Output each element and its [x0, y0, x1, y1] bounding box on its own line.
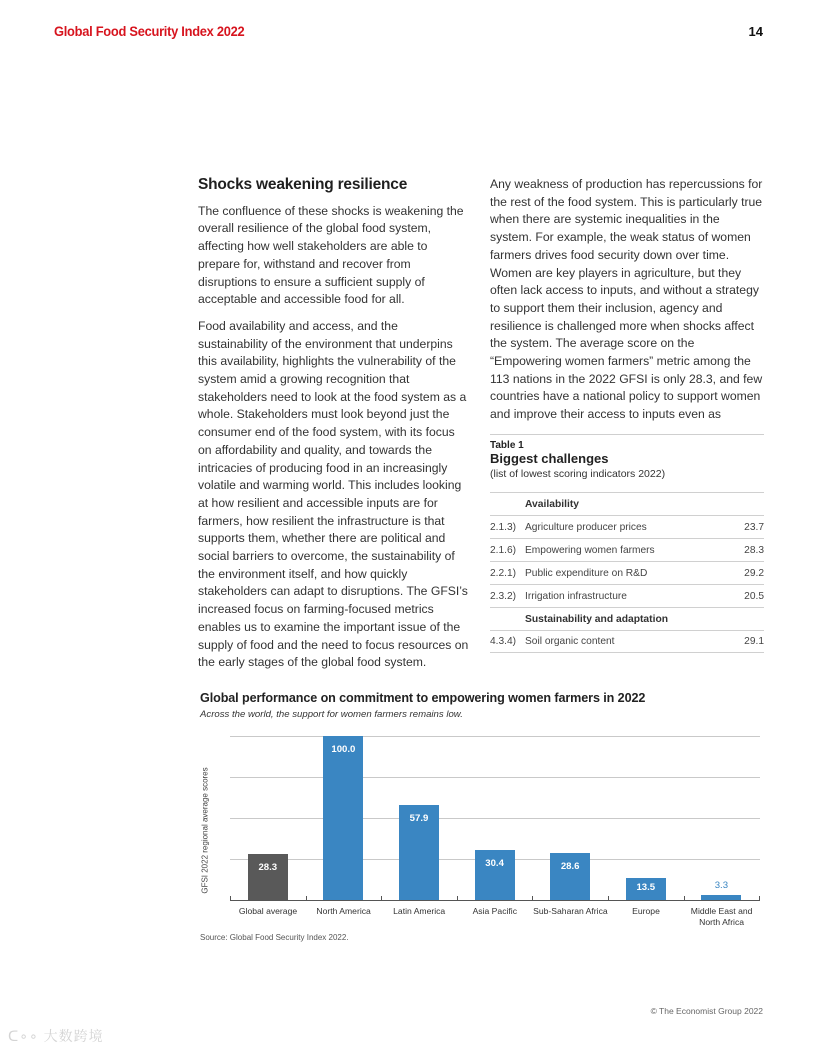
- table-label: Table 1: [490, 440, 524, 451]
- indicator-name: Soil organic content: [525, 636, 615, 647]
- x-axis-line: [230, 900, 760, 901]
- x-axis-category-label: Sub-Saharan Africa: [533, 906, 608, 916]
- indicator-code: 2.3.2): [490, 590, 517, 602]
- indicator-code: 2.2.1): [490, 567, 517, 579]
- y-axis-label: GFSI 2022 regional average scores: [200, 767, 210, 894]
- left-text-column: [198, 176, 470, 681]
- table-row: [490, 584, 764, 607]
- bar-value-label: 30.4: [485, 858, 504, 870]
- table-row: [490, 561, 764, 584]
- x-axis-tick: [608, 896, 609, 901]
- report-title: Global Food Security Index 2022: [54, 23, 245, 39]
- indicator-name: Empowering women farmers: [525, 544, 655, 556]
- x-axis-tick: [684, 896, 685, 901]
- x-axis-tick: [759, 896, 760, 901]
- watermark-logo: [8, 1026, 104, 1046]
- table-title: Biggest challenges: [490, 451, 609, 466]
- x-axis-tick: [457, 896, 458, 901]
- x-axis-category-label: Global average: [238, 906, 298, 916]
- group-name: Availability: [525, 498, 579, 510]
- biggest-challenges-table: [490, 434, 764, 653]
- bar-chart: [200, 728, 764, 933]
- bar-value-label: 3.3: [714, 879, 729, 891]
- table-group-header: [490, 607, 764, 630]
- chart-subtitle: Across the world, the support for women farmers remains low.: [200, 709, 463, 720]
- copyright-footer: © The Economist Group 2022: [650, 1006, 763, 1016]
- page-number: 14: [748, 24, 763, 39]
- table-row: [490, 515, 764, 538]
- indicator-score: 23.7: [744, 521, 764, 533]
- indicator-name: Irrigation infrastructure: [525, 590, 627, 602]
- bar-value-label: 28.6: [560, 861, 580, 873]
- bar: [248, 854, 288, 900]
- gridline: [230, 736, 760, 737]
- indicator-code: 4.3.4): [490, 636, 517, 647]
- chart-source: Source: Global Food Security Index 2022.: [200, 933, 349, 942]
- bar-value-label: 57.9: [409, 813, 429, 825]
- x-axis-category-label: Latin America: [393, 906, 446, 916]
- x-axis-tick: [230, 896, 231, 901]
- watermark-text: 大数跨境: [43, 1028, 104, 1044]
- gridline: [230, 777, 760, 778]
- section-heading: Shocks weakening resilience: [198, 176, 408, 193]
- right-text-column: [490, 176, 764, 433]
- body-paragraph: Any weakness of production has repercussions for the rest of the food system. This is particularly true when there are systemic inequalities in the system. For example, the weak status of women farmers drives food security down over time. Women are key players in agriculture, but they often lack access to inputs, and without a strategy to support them their inclusion, agency and resilience is challenged more when shocks affect the system. The average score on the “Empowering women farmers” metric among the 113 nations in the 2022 GFSI is only 28.3, and few countries have a national policy to support women and improve their access to inputs even as: [490, 177, 763, 422]
- indicator-code: 2.1.6): [490, 544, 517, 556]
- x-axis-tick: [532, 896, 533, 901]
- table-subtitle: (list of lowest scoring indicators 2022): [490, 468, 666, 480]
- indicator-score: 28.3: [744, 544, 764, 556]
- x-axis-tick: [306, 896, 307, 901]
- body-paragraph: Food availability and access, and the sustainability of the environment that underpins this availability, highlights the vulnerability of the system amid a growing recognition that stakeholders need to look at the food system as a whole. Stakeholders must look beyond just the consumer end of the food system, with its focus on affordability and quality, and towards the intricacies of producing food in an increasingly volatile and warming world. This includes looking at how resilient and accessible inputs are for farmers, how resilient the infrastructure is that supports them, whether there are political and social barriers to overcome, the sustainability of the environment itself, and how quickly stakeholders can adapt to disruptions. The GFSI’s increased focus on farming-focused metrics enables us to examine the important issue of the supply of food and the need to focus resources on the early stages of the global food system.: [198, 318, 469, 670]
- indicator-name: Public expenditure on R&D: [525, 567, 648, 579]
- indicator-score: 20.5: [744, 590, 764, 602]
- bar-value-label: 28.3: [258, 861, 278, 873]
- indicator-code: 2.1.3): [490, 521, 517, 533]
- group-name: Sustainability and adaptation: [525, 613, 669, 625]
- indicator-name: Agriculture producer prices: [525, 521, 647, 533]
- table-group-header: [490, 492, 764, 515]
- gridline: [230, 818, 760, 819]
- table-row: [490, 538, 764, 561]
- body-paragraph: The confluence of these shocks is weakening the overall resilience of the global food system, affecting how well stakeholders are able to prepare for, withstand and recover from disruptions to ensure a sufficient supply of acceptable and accessible food for all.: [198, 203, 464, 307]
- bar-value-label: 13.5: [636, 881, 656, 893]
- x-axis-category-label: Europe: [632, 906, 660, 916]
- bar: [701, 895, 741, 900]
- chart-title: Global performance on commitment to empowering women farmers in 2022: [200, 691, 646, 705]
- indicator-score: 29.2: [744, 567, 764, 579]
- table-body: [490, 492, 764, 653]
- x-axis-category-label: Asia Pacific: [472, 906, 517, 916]
- indicator-score: 29.1: [744, 636, 764, 647]
- watermark-icon: ᑕ∘∘: [8, 1028, 44, 1044]
- table-row: [490, 630, 764, 653]
- x-axis-category-label: Middle East and North Africa: [690, 906, 753, 927]
- x-axis-category-label: North America: [316, 906, 371, 916]
- x-axis-tick: [381, 896, 382, 901]
- bar: [323, 736, 363, 900]
- bar-value-label: 100.0: [331, 744, 356, 755]
